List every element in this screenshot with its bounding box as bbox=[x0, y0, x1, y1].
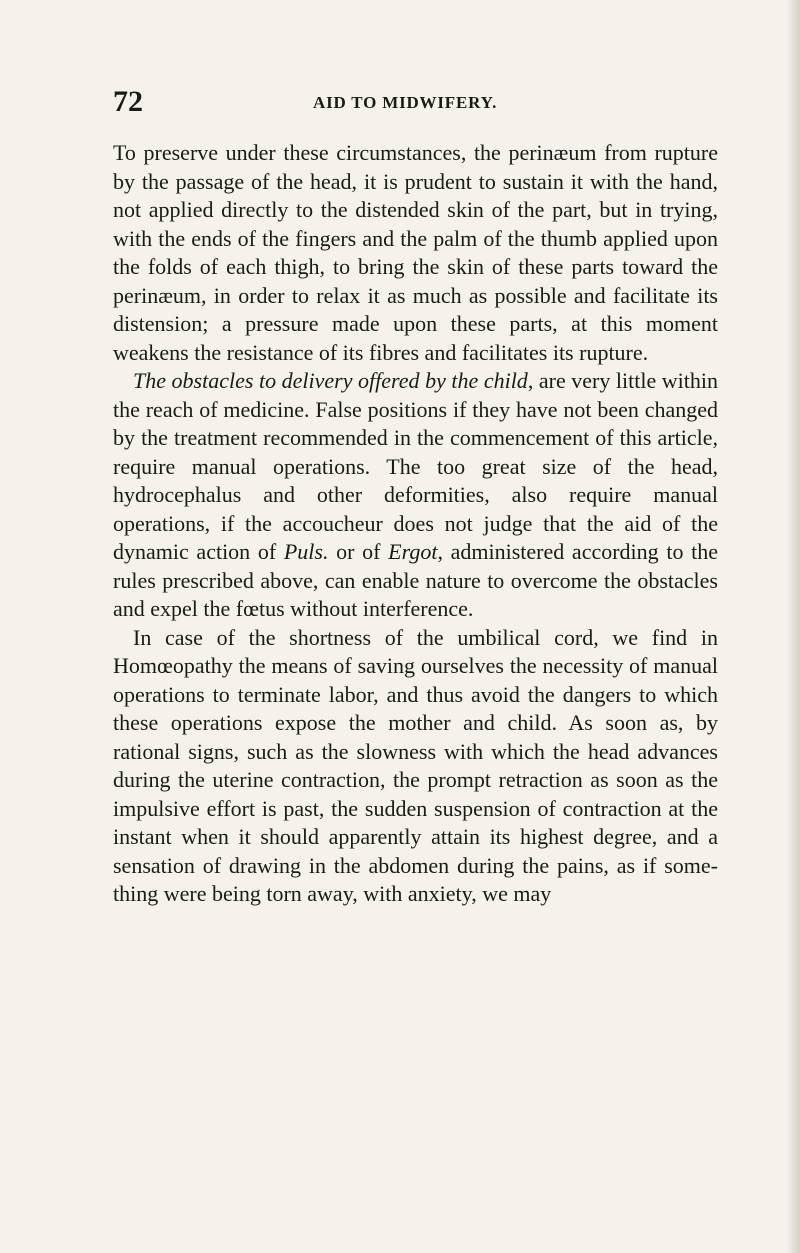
paragraph-text: , are very little within the reach of medicine. False positions if they have not been changed by the treatment recommended in the commencement of this article, require manual operations. The too great size of the head, hydrocephalus and other deformities, also require manual operations, if the accoucheur does not judge that the aid of the dynamic action of bbox=[113, 368, 719, 564]
paragraph-umbilical-cord bbox=[113, 624, 718, 909]
paragraph-perinaeum bbox=[113, 139, 718, 367]
italic-remedy-puls: Puls. bbox=[283, 539, 329, 564]
page-edge-shadow bbox=[786, 0, 800, 1253]
italic-heading-obstacles: The obstacles to delivery offered by the child bbox=[133, 368, 528, 393]
page-number: 72 bbox=[113, 85, 143, 118]
running-head: AID TO MIDWIFERY. bbox=[313, 93, 498, 112]
italic-remedy-ergot: Ergot bbox=[388, 539, 438, 564]
page-header bbox=[113, 84, 718, 120]
body-text bbox=[113, 139, 718, 909]
paragraph-obstacles bbox=[113, 367, 718, 624]
paragraph-text: In case of the shortness of the umbilical cord, we find in Homœopathy the means of saving ourselves the necessity of manual operations to terminate labor, and thus avoid the dangers to which these operations expose the mother and child. As soon as, by rational signs, such as the slowness with which the head advances during the uterine contraction, the prompt retraction as soon as the impulsive effort is past, the sudden suspension of contraction at the instant when it should apparently attain its highest degree, and a sensation of drawing in the abdomen during the pains, as if something were being torn away, with anxiety, we may bbox=[113, 624, 718, 906]
paragraph-text: or of bbox=[328, 539, 389, 564]
paragraph-text: To preserve under these circumstances, the perinæum from rupture by the passage of the head, it is prudent to sustain it with the hand, not applied directly to the distended skin of the part, but in trying, with the ends of the fingers and the palm of the thumb applied upon the folds of each thigh, to bring the skin of these parts toward the perinæum, in order to relax it as much as possible and facilitate its distension; a pressure made upon these parts, at this moment weakens the resistance of its fibres and facilitates its rupture. bbox=[113, 140, 718, 365]
paragraph-text: , administered according to the rules prescribed above, can enable nature to overcome the obstacles and expel the fœtus without interference. bbox=[113, 539, 718, 621]
